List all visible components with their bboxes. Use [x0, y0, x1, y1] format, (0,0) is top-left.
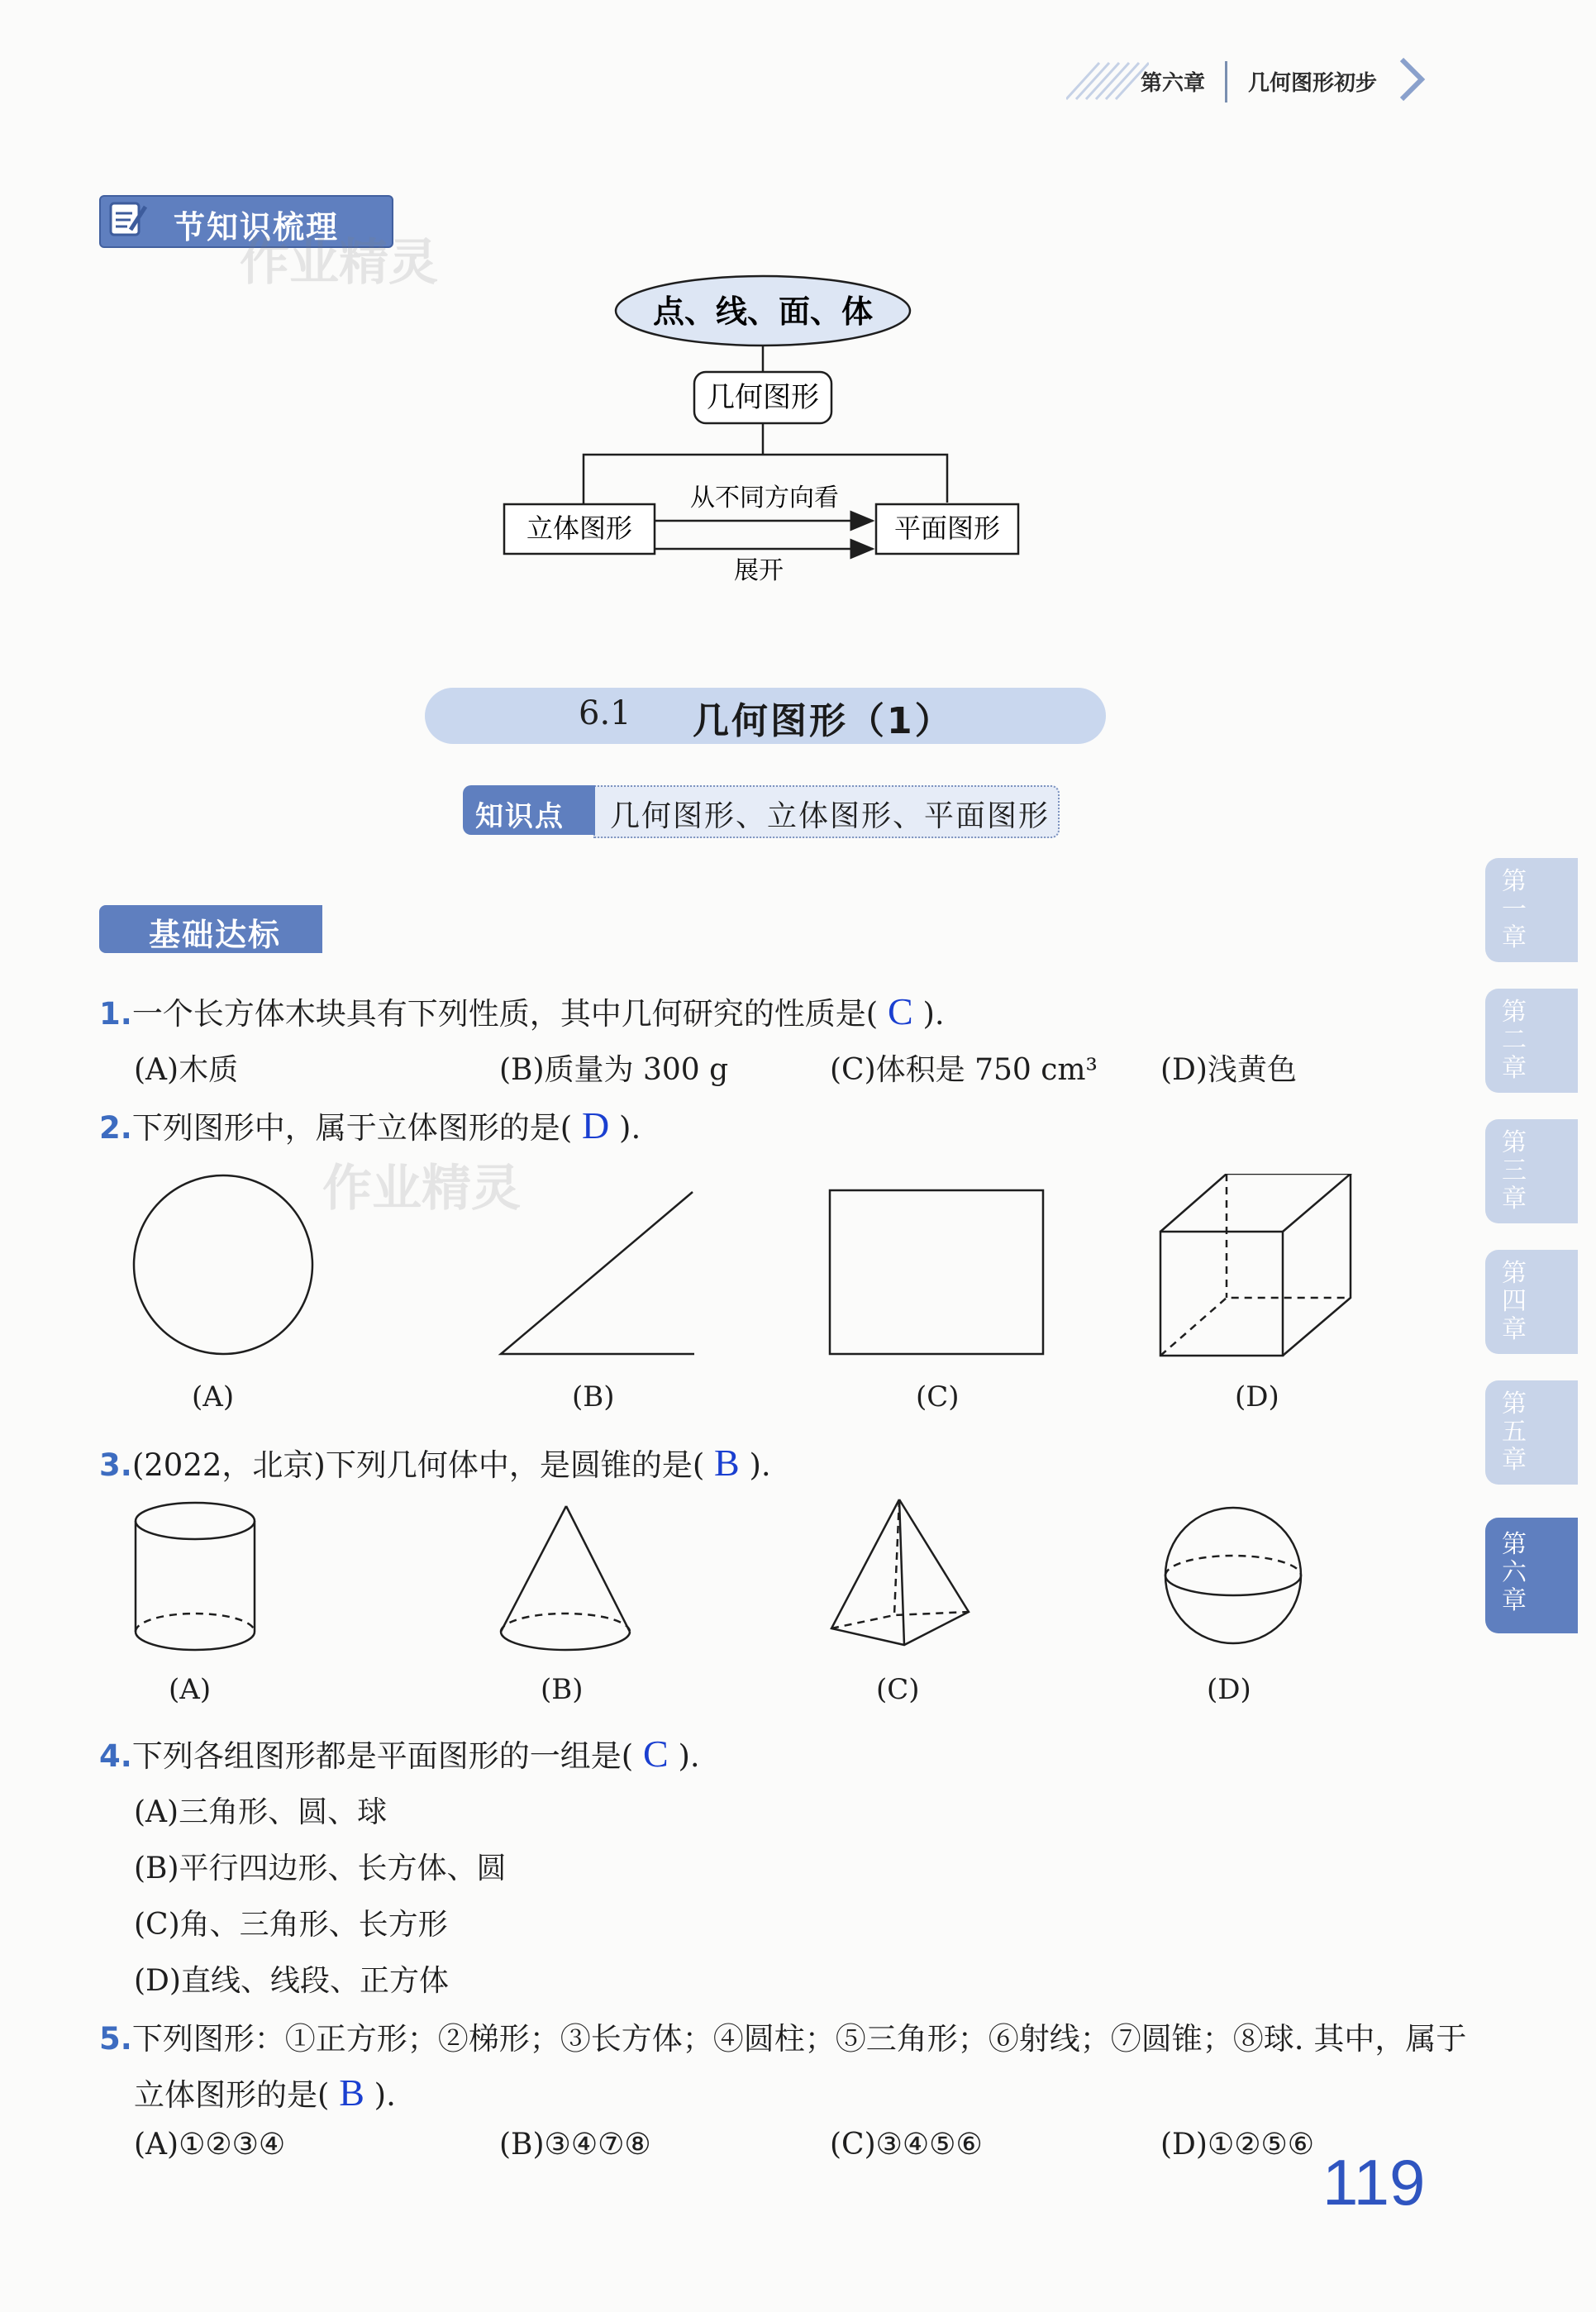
chapter-tab-label: 第三章: [1502, 1128, 1527, 1213]
question-text-end: ).: [678, 1738, 700, 1774]
answer-mark: B: [714, 1442, 740, 1484]
caption-b: (B): [572, 1380, 615, 1413]
watermark: 作业精灵: [240, 234, 438, 292]
answer-mark: C: [888, 990, 913, 1032]
knowledge-point-text: 几何图形、立体图形、平面图形: [610, 799, 1051, 833]
question-number: 2.: [99, 1110, 132, 1146]
question-text: 下列图形：①正方形；②梯形；③长方体；④圆柱；⑤三角形；⑥射线；⑦圆锥；⑧球. 其中，属于: [131, 2021, 1467, 2057]
header-title: 几何图形初步: [1248, 71, 1378, 96]
section-number: 6.1: [579, 694, 631, 732]
sphere-figure: [1165, 1508, 1301, 1643]
question-5-line-2: [134, 2070, 396, 2114]
page-number: 119: [1322, 2146, 1426, 2219]
question-4: [99, 1731, 700, 1776]
concept-diagram: [496, 265, 1041, 603]
option-a: (A)木质: [134, 1053, 239, 1087]
question-text: 下列各组图形都是平面图形的一组是(: [131, 1738, 634, 1774]
caption-d: (D): [1235, 1380, 1279, 1413]
option-b: (B)平行四边形、长方体、圆: [134, 1852, 507, 1885]
q2-figures: [124, 1174, 1364, 1372]
cylinder-figure: [136, 1503, 255, 1650]
question-text: 立体图形的是(: [134, 2077, 330, 2113]
question-text: 下列图形中，属于立体图形的是(: [131, 1110, 573, 1146]
pyramid-figure: [831, 1499, 969, 1645]
answer-mark: D: [582, 1104, 610, 1146]
caption-a: (A): [169, 1673, 212, 1706]
diagram-right-label: 平面图形: [893, 512, 1001, 544]
chevron-right-icon: [1395, 55, 1428, 104]
chapter-tab-label: 第二章: [1502, 998, 1527, 1083]
question-text-end: ).: [374, 2077, 396, 2113]
caption-c: (C): [876, 1673, 920, 1706]
option-b: (B)质量为 300 g: [499, 1053, 729, 1087]
watermark: 作业精灵: [322, 1160, 521, 1218]
question-text: (2022，北京)下列几何体中，是圆锥的是(: [131, 1447, 705, 1483]
question-1: [99, 989, 945, 1033]
chapter-tab-label: 第六章: [1502, 1530, 1527, 1615]
question-number: 1.: [99, 996, 132, 1032]
option-d: (D)①②⑤⑥: [1160, 2128, 1315, 2162]
section-title: 几何图形（1）: [693, 700, 954, 742]
question-5: [99, 2014, 1466, 2058]
section-banner-title: 节知识梳理: [174, 209, 340, 246]
diagram-middle-label: 几何图形: [707, 381, 819, 414]
answer-mark: B: [339, 2071, 364, 2114]
rectangle-figure: [830, 1190, 1043, 1354]
q3-figures: [124, 1496, 1331, 1661]
circle-figure: [134, 1175, 312, 1354]
caption-b: (B): [541, 1673, 584, 1706]
notebook-icon: [106, 197, 149, 240]
angle-figure: [501, 1192, 694, 1354]
diagram-arrow-top-label: 从不同方向看: [690, 484, 839, 512]
question-text: 一个长方体木块具有下列性质，其中几何研究的性质是(: [131, 996, 879, 1032]
option-b: (B)③④⑦⑧: [499, 2128, 651, 2162]
cone-figure: [501, 1506, 630, 1650]
option-a: (A)三角形、圆、球: [134, 1795, 388, 1829]
header-chapter: 第六章: [1141, 71, 1206, 96]
question-text-end: ).: [619, 1110, 641, 1146]
level-title: 基础达标: [149, 917, 282, 953]
knowledge-point-label: 知识点: [475, 800, 565, 833]
cuboid-figure: [1160, 1174, 1351, 1356]
diagram-top-label: 点、线、面、体: [652, 293, 874, 330]
option-c: (C)③④⑤⑥: [830, 2128, 983, 2162]
chapter-tab-label: 第一章: [1502, 867, 1527, 952]
question-text-end: ).: [922, 996, 945, 1032]
chapter-tab-label: 第五章: [1502, 1390, 1527, 1475]
question-text-end: ).: [749, 1447, 771, 1483]
caption-d: (D): [1207, 1673, 1251, 1706]
caption-a: (A): [192, 1380, 235, 1413]
header-decoration: [1066, 60, 1149, 101]
option-a: (A)①②③④: [134, 2128, 286, 2162]
question-number: 3.: [99, 1447, 132, 1483]
answer-mark: C: [643, 1733, 669, 1775]
caption-c: (C): [916, 1380, 960, 1413]
diagram-left-label: 立体图形: [526, 512, 633, 544]
option-c: (C)体积是 750 cm³: [830, 1053, 1098, 1087]
diagram-arrow-bottom-label: 展开: [734, 556, 784, 585]
question-number: 5.: [99, 2021, 132, 2057]
header-separator: [1225, 61, 1227, 102]
option-c: (C)角、三角形、长方形: [134, 1908, 448, 1942]
chapter-tab-label: 第四章: [1502, 1259, 1527, 1344]
question-3: [99, 1440, 771, 1485]
question-number: 4.: [99, 1738, 132, 1774]
option-d: (D)浅黄色: [1160, 1053, 1297, 1087]
option-d: (D)直线、线段、正方体: [134, 1964, 449, 1998]
question-2: [99, 1103, 641, 1147]
